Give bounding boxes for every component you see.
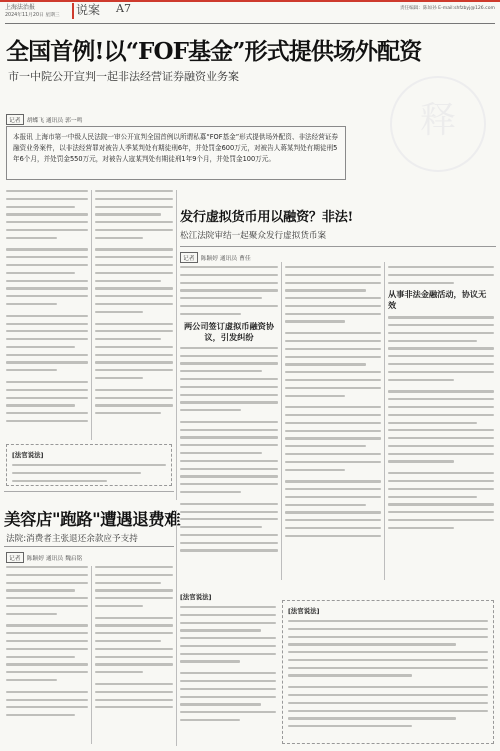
law-box-title: [法官说法]	[288, 607, 320, 615]
top-accent-rule	[0, 0, 500, 2]
article3-rule	[4, 546, 174, 547]
column-rule	[384, 262, 385, 580]
article3-byline	[6, 552, 82, 563]
lead-byline	[6, 114, 82, 125]
column-rule	[176, 510, 177, 746]
masthead-rule	[5, 23, 495, 24]
byline-names: 胡蝶飞 通讯员 郭一鸣	[26, 118, 83, 124]
lead-law-box	[6, 444, 172, 486]
byline-names: 陈颖婷 通讯员 魏启铭	[26, 556, 83, 562]
page-number: A7	[116, 2, 131, 15]
lead-column-2	[95, 190, 173, 438]
newspaper-brand: 上海法治报	[5, 4, 36, 11]
lead-headline: 全国首例!以“FOF基金”形式提供场外配资	[6, 38, 422, 65]
article2-law-box	[282, 600, 494, 744]
lead-deck: 市一中院公开宣判一起非法经营证券融资业务案	[8, 70, 239, 83]
byline-label: 记者	[6, 552, 24, 563]
lead-summary: 本报讯 上海市第一中级人民法院一审公开宣判全国首例以所谓私募“FOF基金”形式提供场外配资、非法经营证券融资业务案件，以非法经营罪对被告人季某判处有期徒刑6年，并处罚金600万元，对被告人蒋某判处有期徒刑5年6个月，并处罚金550万元，对被告人寇某判处有期徒刑1年9个月，并处罚金100万元。	[6, 126, 346, 180]
article3-column-2	[95, 566, 173, 746]
article3-column-1	[6, 566, 88, 746]
article2-column-3	[388, 266, 494, 578]
section-divider	[72, 3, 74, 19]
byline-label: 记者	[180, 252, 198, 263]
column-rule	[91, 190, 92, 440]
lead-column-1	[6, 190, 88, 438]
law-box-title: [法官说法]	[180, 593, 212, 601]
article2-subtitle: 松江法院审结一起聚众发行虚拟货币案	[180, 231, 327, 241]
article3-subtitle: 法院:消费者主张退还余款应予支持	[6, 534, 138, 544]
watermark-stamp: 释	[390, 76, 486, 172]
column-rule	[281, 262, 282, 580]
article2-column-2	[285, 266, 381, 578]
editor-info: 责任编辑：陈如孙 E-mail:shfzbyj@126.com	[399, 6, 495, 11]
publication-date: 2024年11月20日 星期三	[5, 13, 60, 18]
article2-subhead: 两公司签订虚拟币融资协议，引发纠纷	[183, 320, 275, 342]
section-name: 说案	[76, 3, 101, 17]
article2-side-subhead: 从事非法金融活动，协议无效	[388, 289, 487, 311]
column-rule	[176, 190, 177, 500]
article2-headline: 发行虚拟货币用以融资？非法!	[180, 210, 354, 225]
article2-column-1	[180, 266, 278, 578]
byline-names: 陈颖婷 通讯员 曹佳	[200, 256, 251, 262]
column-rule	[91, 566, 92, 744]
law-box-title: [法官说法]	[12, 451, 44, 459]
article2-byline	[180, 252, 251, 263]
article3-headline: 美容店"跑路"遭遇退费难	[4, 510, 181, 529]
article3-column-3	[180, 592, 276, 746]
article2-rule	[180, 246, 496, 247]
article3-top-rule	[4, 491, 174, 492]
byline-label: 记者	[6, 114, 24, 125]
